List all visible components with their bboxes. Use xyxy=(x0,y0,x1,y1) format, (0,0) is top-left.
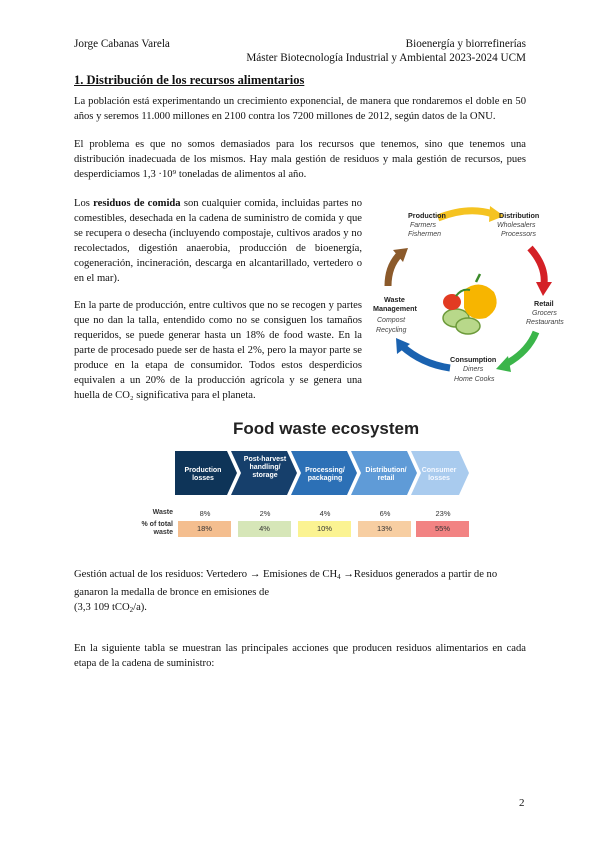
cycle-production-label: Production xyxy=(408,211,446,220)
share-cell-processing: 10% xyxy=(298,521,351,537)
paragraph-waste-management xyxy=(74,567,526,618)
cycle-waste-sub2: Recycling xyxy=(376,327,407,334)
stage-label-consumer: Consumer losses xyxy=(421,467,457,482)
tomato xyxy=(443,294,461,310)
p5-part-a: Gestión actual de los residuos: Vertedero → Emisiones de CH xyxy=(74,569,338,580)
cycle-waste-label-2: Management xyxy=(373,304,417,313)
pepper-stem xyxy=(476,274,480,282)
cycle-waste-sub1: Compost xyxy=(377,317,406,324)
waste-value-consumer: 23% xyxy=(435,509,451,518)
row-label-waste: Waste xyxy=(152,509,173,516)
ecosystem-title: Food waste ecosystem xyxy=(233,419,420,438)
cycle-consumption-label: Consumption xyxy=(450,355,497,364)
row-label-total-1: % of total xyxy=(141,521,173,528)
waste-value-production: 8% xyxy=(199,509,211,518)
share-cell-production: 18% xyxy=(178,521,231,537)
cucumber-slice-2 xyxy=(456,318,480,334)
waste-value-distribution: 6% xyxy=(379,509,391,518)
cycle-distribution-label: Distribution xyxy=(499,211,540,220)
p5-sub-co2: 2 xyxy=(129,606,134,614)
row-label-total-2: waste xyxy=(153,529,173,536)
stage-label-production: Production losses xyxy=(184,467,222,482)
page-number: 2 xyxy=(519,797,525,809)
share-cell-distribution: 13% xyxy=(358,521,411,537)
paragraph-population: La población está experimentando un crecimiento exponencial, de manera que rondaremos el doble en 50 años y seremos 11.000 millones en 2100 contra los 7200 millones de 2012, según datos de la ONU. xyxy=(74,96,526,122)
header-author: Jorge Cabanas Varela xyxy=(74,38,170,50)
paragraph-production-waste: En la parte de producción, entre cultivos que no se recogen y partes que no dan la talla, entendido como no se consiguen los tamaños requeridos, se puede generar hasta un 18% de food waste. En la parte de procesado puede ser de hasta el 2%, pero la mayor parte se produce en la etapa de consumidor. Todos estos desperdicios equivalen a un 20% de la producción agrícola y se genera una huella de CO₂ significativa para el planeta. xyxy=(74,300,362,401)
p5-part-b: →Residuos generados a partir de no ganaron la medalla de bronce en emisiones de xyxy=(74,569,498,598)
food-waste-ecosystem xyxy=(125,415,475,550)
paragraph-table-intro: En la siguiente tabla se muestran las principales acciones que producen residuos alimentarios en cada etapa de la cadena de suministro: xyxy=(74,643,526,669)
stage-label-distribution: Distribution/ retail xyxy=(365,467,407,482)
cycle-distribution-sub2: Processors xyxy=(501,231,537,238)
paragraph-food-waste-definition xyxy=(74,196,362,286)
share-cell-post-harvest: 4% xyxy=(238,521,291,537)
p3-rest: son cualquier comida, incluidas partes no comestibles, desechada en la cadena de suministro de comida y que se recupera o desecha (incluyendo compostaje, cultivos arados y no recolectados, digestión anaerobia, producción de bioenergía, cogeneración, incineración, descarga en alcantarillado, vertedero o en el mar). xyxy=(74,198,363,284)
cycle-arrow-red xyxy=(530,248,544,284)
section-title: 1. Distribución de los recursos alimentarios xyxy=(74,73,305,87)
header-course: Bioenergía y biorrefinerías xyxy=(405,38,526,50)
p5-part-d: /a). xyxy=(133,602,147,613)
cycle-waste-label-1: Waste xyxy=(384,295,405,304)
p3-start: Los xyxy=(74,198,94,209)
p5-sub-ch4: 4 xyxy=(337,573,341,581)
share-cell-consumer: 55% xyxy=(416,521,469,537)
cycle-arrow-blue xyxy=(402,346,450,368)
waste-value-post-harvest: 2% xyxy=(259,509,271,518)
cycle-arrow-green xyxy=(506,332,536,364)
p5-part-c: (3,3 109 tCO xyxy=(74,602,130,613)
cycle-arrow-yellow xyxy=(438,211,493,218)
cycle-production-sub2: Fishermen xyxy=(408,231,442,238)
paragraph-problem: El problema es que no somos demasiados para los recursos que tenemos, sino que tenemos una distribución inadecuada de los mismos. Hay mala gestión de residuos y mala gestión de recursos, pues desperdiciamos 1,3 ·10⁹ toneladas de alimentos al año. xyxy=(74,139,526,180)
cycle-retail-sub1: Grocers xyxy=(532,310,557,317)
cycle-arrow-brown xyxy=(388,254,400,286)
cycle-consumption-sub1: Diners xyxy=(463,366,484,373)
cycle-retail-sub2: Restaurants xyxy=(526,319,564,326)
cycle-production-sub1: Farmers xyxy=(410,222,437,229)
cycle-consumption-sub2: Home Cooks xyxy=(454,376,495,383)
cycle-distribution-sub1: Wholesalers xyxy=(497,222,536,229)
food-cycle-diagram xyxy=(368,200,564,400)
header-program: Máster Biotecnología Industrial y Ambiental 2023-2024 UCM xyxy=(246,52,526,64)
stage-label-post-harvest: Post-harvest handling/ storage xyxy=(243,456,287,479)
cycle-retail-label: Retail xyxy=(534,299,554,308)
stage-label-processing: Processing/ packaging xyxy=(305,467,345,482)
p3-bold-term: residuos de comida xyxy=(93,198,181,209)
cycle-arrowhead-red xyxy=(536,282,552,296)
waste-value-processing: 4% xyxy=(319,509,331,518)
